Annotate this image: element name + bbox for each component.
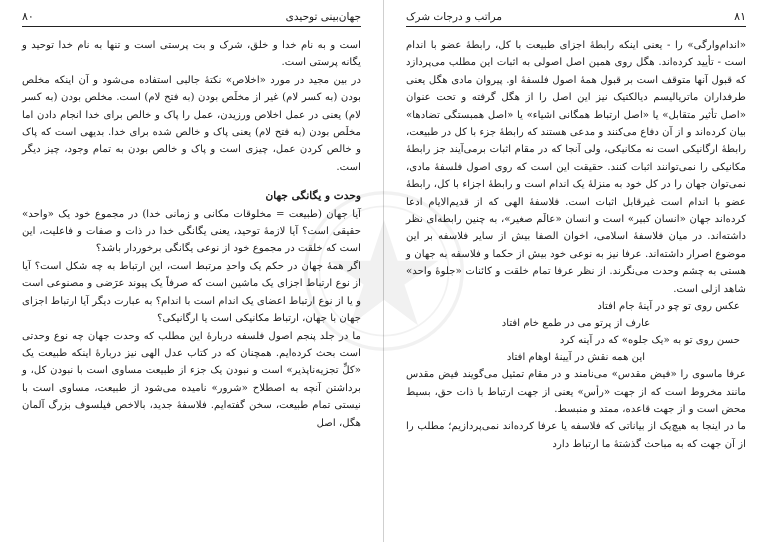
right-page-body (406, 37, 746, 453)
right-running-title: مراتب و درجات شرک (406, 11, 502, 23)
verse-line: عارف از پرتو می در طمع خام افتاد (501, 318, 651, 330)
paragraph: آیا جهان (طبیعت = مخلوقات مکانی و زمانی خدا) در مجموع خود یک «واحد» حقیقی است؟ آیا لازمهٔ توحید، یعنی یگانگی خدا در ذات و صفات و فاعلیت، این است که خلقت در مجموع خود از نوعی یگانگی برخوردار باشد؟ (22, 208, 361, 255)
paragraph: ما در اینجا به هیچ‌یک از بیاناتی که فلاسفه یا عرفا کرده‌اند نمی‌پردازیم؛ مطلب را از آن جهت که به مباحث گذشتهٔ ما ارتباط دارد (406, 421, 746, 450)
left-page-body (22, 37, 361, 432)
right-page (384, 0, 768, 542)
paragraph: «اندام‌وارگی» را - یعنی اینکه رابطهٔ اجزای طبیعت با کل، رابطهٔ عضو با اندام است - تأیید کرده‌اند. هگل روی همین اصل اصولی به اثبات این مطلب می‌پردازد که قبول آنها متوقف است بر قبول همهٔ اصول فلسفهٔ او. پیروان مادی هگل یعنی طرفداران ماتریالیسم دیالکتیک نیز این اصل را از هگل گرفته و تحت عنوان «اصل تأثیر متقابل» یا «اصل ارتباط همگانی اشیاء» یا «اصل همبستگی تضادها» بیان کرده‌اند و از آن دفاع می‌کنند و مدعی هستند که رابطهٔ جزء با کل در طبیعت، رابطهٔ ارگانیکی است نه مکانیکی، ولی آنجا که در مقام اثبات برمی‌آیند جز رابطهٔ مکانیکی را نمی‌توانند اثبات کنند. حقیقت این است که روی اصول فلسفهٔ مادی، نمی‌توان جهان را در کل خود به منزلهٔ یک اندام است و رابطهٔ اجزاء با کل، رابطهٔ عضو با اندام است غیرقابل اثبات است. فلاسفهٔ الهی که از قدیم‌الایام ادعا کرده‌اند جهان «انسان کبیر» است و انسان «عالَم صغیر»، به چنین رابطه‌ای نظر داشته‌اند. در میان فلاسفهٔ اسلامی، اخوان الصفا بیش از سایر فلاسفه بر این موضوع اصرار داشته‌اند. عرفا نیز به نوعی خود بیش از حکما و فلاسفه به جهان و هستی به چشم وحدت می‌نگرند. از نظر عرفا تمام خلقت و کائنات «جلوهٔ واحد» شاهد ازلی است. (406, 40, 746, 295)
left-running-title: جهان‌بینی توحیدی (285, 11, 361, 23)
right-page-header (406, 10, 746, 27)
verse-line: عکس روی تو چو در آینهٔ جام افتاد (597, 301, 740, 313)
left-page-header (22, 10, 361, 27)
paragraph: عرفا ماسوی را «فیض مقدس» می‌نامند و در مقام تمثیل می‌گویند فیض مقدس مانند مخروط است که از جهت «رأس» یعنی از جهت ارتباط با ذات حق، بسیط محض است و از جهت قاعده، ممتد و منبسط. (406, 369, 746, 415)
section-heading: وحدت و یگانگی جهان (265, 190, 361, 203)
paragraph: است و به نام خدا و خلق، شرک و بت پرستی است و تنها به نام خدا توحید و یگانه پرستی است. (22, 40, 361, 69)
right-page-number: ۸۱ (734, 10, 746, 23)
paragraph: در بین مجید در مورد «اخلاص» نکتهٔ جالبی استفاده می‌شود و آن اینکه مخلص بودن (به کسر لام) غیر از مخلَص بودن (به فتح لام) است. مخلص بودن (به کسر لام) یعنی در عمل اخلاص ورزیدن، عمل را پاک و خالص برای خدا انجام دادن اما مخلَص بودن (به فتح لام) یعنی پاک و خالص شده برای خدا. بدیهی است که پاک و خالص کردن عمل، چیزی است و پاک و خالص بودن به تمام وجود، چیز دیگر است. (22, 74, 361, 173)
verse-line: این همه نقش در آیینهٔ اوهام افتاد (506, 352, 646, 364)
paragraph: اگر همهٔ جهان در حکم یک واحدِ مرتبط است، این ارتباط به چه شکل است؟ آیا از نوع ارتباط اجزای یک ماشین است که صرفاً یک پیوند عرَضی و مصنوعی است و یا از نوع ارتباط اعضای یک اندام است با اندام؟ به عبارت دیگر آیا ارتباط اجزای جهان با جهان، ارتباط مکانیکی است یا ارگانیکی؟ (22, 260, 361, 325)
left-page-number: ۸۰ (22, 10, 34, 23)
paragraph: ما در جلد پنجم اصول فلسفه دربارهٔ این مطلب که وحدت جهان چه نوع وحدتی است بحث کرده‌ایم. همچنان که در کتاب عدل الهی نیز دربارهٔ اینکه طبیعت یک «کلِّ تجزیه‌ناپذیر» است و نبودن یک جزء از طبیعت مساوی است با نبودن کل، و برداشتن آنچه به اصطلاح «شرور» نامیده می‌شود از طبیعت، مساوی است با نیستی تمام طبیعت، سخن گفته‌ایم. فلاسفهٔ جدید، بالاخص فیلسوف بزرگ آلمان هگل، اصل (22, 330, 361, 429)
verse-line: حسن روی تو به «یک جلوه» که در آینه کرد (559, 335, 740, 347)
